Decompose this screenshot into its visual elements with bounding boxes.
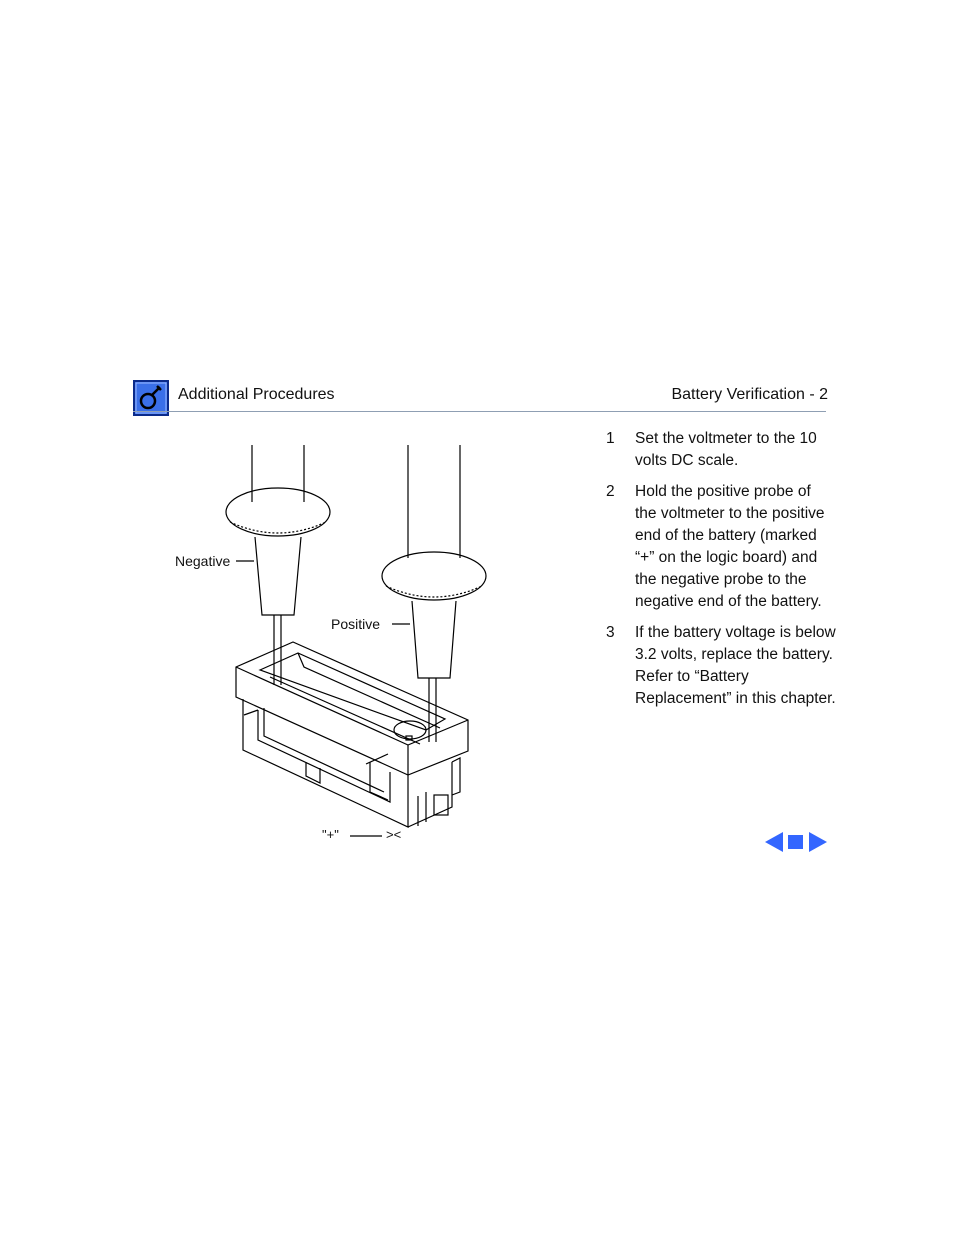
section-title: Additional Procedures	[178, 386, 335, 403]
step-number: 3	[606, 624, 615, 641]
square-stop-icon[interactable]	[787, 830, 805, 854]
header-divider	[133, 411, 826, 412]
step-text: If the battery voltage is below 3.2 volts, replace the battery. Refer to “Battery Replacement” in this chapter.	[635, 624, 836, 707]
polarity-label: "+"	[322, 827, 339, 842]
negative-label: Negative	[175, 553, 231, 569]
step-number: 2	[606, 483, 615, 500]
step-text: Set the voltmeter to the 10 volts DC scale.	[635, 430, 817, 469]
battery-probe-drawing	[170, 440, 500, 850]
procedure-steps	[606, 428, 836, 719]
list-item	[606, 481, 836, 613]
list-item	[606, 428, 836, 472]
page-navigation	[764, 830, 828, 854]
polarity-mark-label: ><	[386, 827, 402, 842]
battery-probe-illustration	[170, 440, 500, 850]
page-header	[133, 378, 828, 414]
positive-label: Positive	[331, 616, 381, 632]
page-title: Battery Verification - 2	[671, 386, 828, 403]
list-item	[606, 622, 836, 710]
arrow-left-icon[interactable]	[764, 830, 784, 854]
arrow-right-icon[interactable]	[808, 830, 828, 854]
step-text: Hold the positive probe of the voltmeter to the positive end of the battery (marked “+” on the logic board) and the negative probe to the negative end of the battery.	[635, 483, 825, 610]
step-number: 1	[606, 430, 615, 447]
